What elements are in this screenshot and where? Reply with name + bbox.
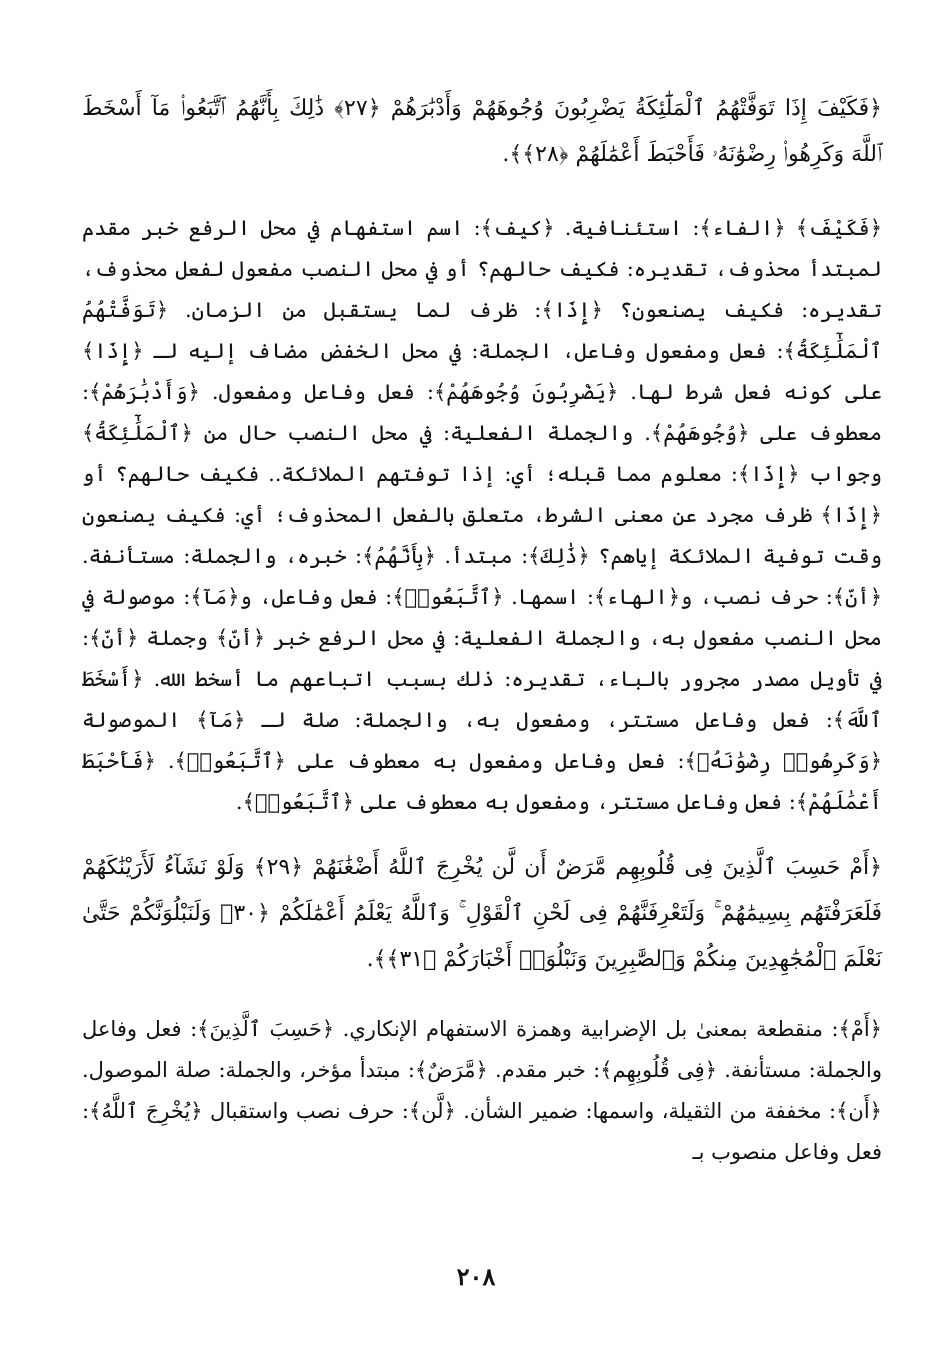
grammar-analysis-paragraph: ﴿فَكَيْفَ﴾ ﴿الفاء﴾: استئنافية. ﴿كيف﴾: اسم استفهام في محل الرفع خبر مقدم لمبتدأ محذوف، تقديره: فكيف حالهم؟ أو في محل النصب مفعول لفعل محذوف، تقديره: فكيف يصنعون؟ ﴿إِذَا﴾: ظرف لما يستقبل من الزمان. ﴿تَوَفَّتْهُمُ ٱلْمَلَٰٓئِكَةُ﴾: فعل ومفعول وفاعل، الجملة: في محل الخفض مضاف إليه لـ ﴿إِذَا﴾ على كونه فعل شرط لها. ﴿يَضْرِبُونَ وُجُوهَهُمْ﴾: فعل وفاعل ومفعول. ﴿وَأَدْبَٰرَهُمْ﴾: معطوف على ﴿وُجُوهَهُمْ﴾. والجملة الفعلية: في محل النصب حال من ﴿ٱلْمَلَٰٓئِكَةُ﴾ وجواب ﴿إِذَا﴾: معلوم مما قبله؛ أي: إذا توفتهم الملائكة.. فكيف حالهم؟ أو ﴿إِذَا﴾ ظرف مجرد عن معنى الشرط، متعلق بالفعل المحذوف؛ أي: فكيف يصنعون وقت توفية الملائكة إياهم؟ ﴿ذَٰلِكَ﴾: مبتدأ. ﴿بِأَنَّهُمُ﴾: خبره، والجملة: مستأنفة. ﴿أنّ﴾: حرف نصب، و﴿الهاء﴾: اسمها. ﴿ٱتَّبَعُوا۟﴾: فعل وفاعل، و﴿مَآ﴾: موصولة في محل النصب مفعول به، والجملة الفعلية: في محل الرفع خبر ﴿أنّ﴾ وجملة ﴿أنّ﴾: في تأويل مصدر مجرور بالباء، تقديره: ذلك بسبب اتباعهم ما أسخط الله. ﴿أَسْخَطَ ٱللَّهَ﴾: فعل وفاعل مستتر، ومفعول به، والجملة: صلة لـ ﴿مَآ﴾ الموصولة ﴿وَكَرِهُوا۟ رِضْوَٰنَهُۥ﴾: فعل وفاعل ومفعول به معطوف على ﴿ٱتَّبَعُوا۟﴾. ﴿فَأَحْبَطَ أَعْمَٰلَهُمْ﴾: فعل وفاعل مستتر، ومفعول به معطوف على ﴿ٱتَّبَعُوا۟﴾. xyxy=(82,216,882,814)
quran-verse-block: ﴿أَمْ حَسِبَ ٱلَّذِينَ فِى قُلُوبِهِم مَّرَضٌ أَن لَّن يُخْرِجَ ٱللَّهُ أَضْغَٰنَهُمْ ﴿٢٩﴾ وَلَوْ نَشَآءُ لَأَرَيْنَٰكَهُمْ فَلَعَرَفْتَهُم بِسِيمَٰهُمْ ۚ وَلَتَعْرِفَنَّهُمْ فِى لَحْنِ ٱلْقَوْلِ ۚ وَٱللَّهُ يَعْلَمُ أَعْمَٰلَكُمْ ﴿٣٠﴾ وَلَنَبْلُوَنَّكُمْ حَتَّىٰ نَعْلَمَ ٱلْمُجَٰهِدِينَ مِنكُمْ وَٱلصَّٰبِرِينَ وَنَبْلُوَا۟ أَخْبَارَكُمْ ﴿٣١﴾﴾. xyxy=(82,855,882,972)
page-number: ٢٠٨ xyxy=(456,1262,496,1291)
quran-verse-block: ﴿فَكَيْفَ إِذَا تَوَفَّتْهُمُ ٱلْمَلَٰٓئِكَةُ يَضْرِبُونَ وُجُوهَهُمْ وَأَدْبَٰرَهُمْ ﴿٢٧﴾ ذَٰلِكَ بِأَنَّهُمُ ٱتَّبَعُوا۟ مَآ أَسْخَطَ ٱللَّهَ وَكَرِهُوا۟ رِضْوَٰنَهُۥ فَأَحْبَطَ أَعْمَٰلَهُمْ ﴿٢٨﴾﴾. xyxy=(82,96,882,167)
grammar-analysis-paragraph: ﴿أَمْ﴾: منقطعة بمعنىٰ بل الإضرابية وهمزة الاستفهام الإنكاري. ﴿حَسِبَ ٱلَّذِينَ﴾: فعل وفاعل والجملة: مستأنفة. ﴿فِى قُلُوبِهِم﴾: خبر مقدم. ﴿مَّرَضٌ﴾: مبتدأ مؤخر، والجملة: صلة الموصول. ﴿أَن﴾: مخففة من الثقيلة، واسمها: ضمير الشأن. ﴿لَّن﴾: حرف نصب واستقبال ﴿يُخْرِجَ ٱللَّهُ﴾: فعل وفاعل منصوب بـ xyxy=(82,1017,882,1164)
page-body xyxy=(82,86,882,1173)
